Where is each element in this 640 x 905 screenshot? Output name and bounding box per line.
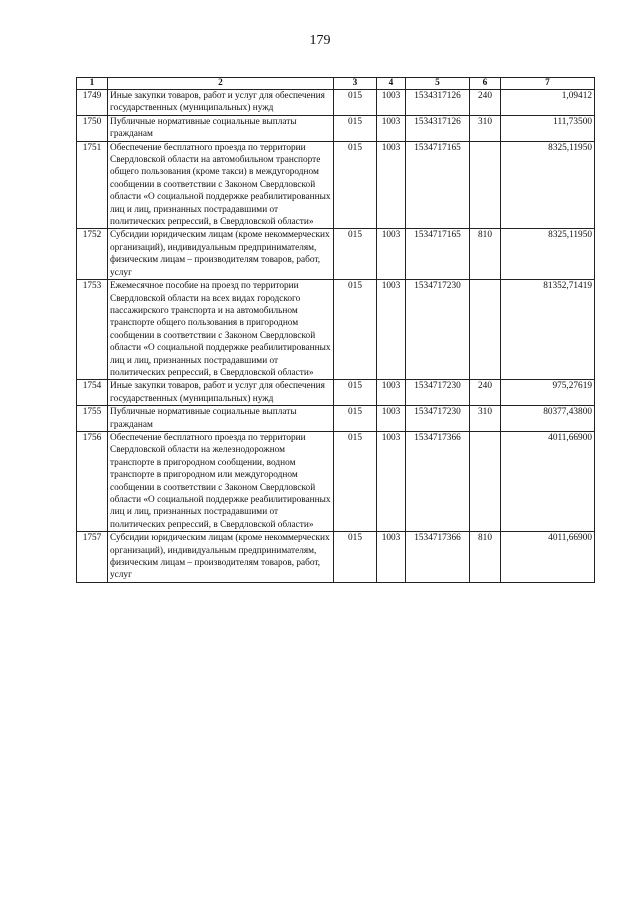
- table-row: [77, 532, 595, 583]
- expense-type-code: 810: [470, 229, 501, 280]
- ministry-code: 015: [334, 431, 377, 531]
- section-code: 1003: [377, 280, 406, 380]
- ministry-code: 015: [334, 380, 377, 406]
- table-row: [77, 431, 595, 531]
- column-header: 3: [334, 78, 377, 90]
- ministry-code: 015: [334, 280, 377, 380]
- ministry-code: 015: [334, 141, 377, 229]
- target-code: 1534717230: [406, 280, 470, 380]
- row-number: 1749: [77, 90, 108, 116]
- row-sum: 975,27619: [501, 380, 595, 406]
- table-row: [77, 141, 595, 229]
- expense-type-code: 810: [470, 532, 501, 583]
- page-number: 179: [309, 33, 331, 48]
- row-sum: 8325,11950: [501, 141, 595, 229]
- row-number: 1752: [77, 229, 108, 280]
- ministry-code: 015: [334, 229, 377, 280]
- table-row: [77, 380, 595, 406]
- row-sum: 1,09412: [501, 90, 595, 116]
- target-code: 1534717366: [406, 431, 470, 531]
- row-number: 1750: [77, 115, 108, 141]
- row-number: 1756: [77, 431, 108, 531]
- row-name: Иные закупки товаров, работ и услуг для обеспечения государственных (муниципальных) нужд: [108, 90, 334, 116]
- column-header: 4: [377, 78, 406, 90]
- row-name: Ежемесячное пособие на проезд по территории Свердловской области на всех видах городского пассажирского транспорта и на автомобильном транспорте общего пользования в пригородном сообщении в соответствии с Законом Свердловской области «О социальной поддержке реабилитированных лиц и лиц, признанных пострадавшими от политических репрессий, в Свердловской области»: [108, 280, 334, 380]
- expense-type-code: 310: [470, 406, 501, 432]
- target-code: 1534717366: [406, 532, 470, 583]
- ministry-code: 015: [334, 406, 377, 432]
- target-code: 1534717165: [406, 229, 470, 280]
- column-header: 7: [501, 78, 595, 90]
- section-code: 1003: [377, 431, 406, 531]
- row-sum: 81352,71419: [501, 280, 595, 380]
- target-code: 1534717230: [406, 380, 470, 406]
- table-row: [77, 280, 595, 380]
- table-row: [77, 406, 595, 432]
- section-code: 1003: [377, 229, 406, 280]
- row-name: Субсидии юридическим лицам (кроме некоммерческих организаций), индивидуальным предпринимателям, физическим лицам – производителям товаров, работ, услуг: [108, 229, 334, 280]
- table-row: [77, 229, 595, 280]
- expense-type-code: 240: [470, 380, 501, 406]
- column-header: 5: [406, 78, 470, 90]
- ministry-code: 015: [334, 115, 377, 141]
- section-code: 1003: [377, 406, 406, 432]
- column-header: 1: [77, 78, 108, 90]
- row-number: 1754: [77, 380, 108, 406]
- section-code: 1003: [377, 90, 406, 116]
- expense-type-code: 240: [470, 90, 501, 116]
- table-row: [77, 115, 595, 141]
- row-sum: 111,73500: [501, 115, 595, 141]
- row-number: 1753: [77, 280, 108, 380]
- row-number: 1757: [77, 532, 108, 583]
- row-sum: 8325,11950: [501, 229, 595, 280]
- column-header: 2: [108, 78, 334, 90]
- ministry-code: 015: [334, 532, 377, 583]
- row-name: Иные закупки товаров, работ и услуг для обеспечения государственных (муниципальных) нужд: [108, 380, 334, 406]
- column-header: 6: [470, 78, 501, 90]
- expense-type-code: 310: [470, 115, 501, 141]
- row-sum: 80377,43800: [501, 406, 595, 432]
- header-row: [77, 78, 595, 90]
- expense-type-code: [470, 431, 501, 531]
- target-code: 1534717165: [406, 141, 470, 229]
- section-code: 1003: [377, 380, 406, 406]
- section-code: 1003: [377, 115, 406, 141]
- expense-type-code: [470, 141, 501, 229]
- row-number: 1755: [77, 406, 108, 432]
- target-code: 1534717230: [406, 406, 470, 432]
- row-name: Обеспечение бесплатного проезда по территории Свердловской области на автомобильном транспорте общего пользования (кроме такси) в междугородном сообщении в соответствии с Законом Свердловской области «О социальной поддержке реабилитированных лиц и лиц, признанных пострадавшими от политических репрессий, в Свердловской области»: [108, 141, 334, 229]
- row-name: Публичные нормативные социальные выплаты гражданам: [108, 406, 334, 432]
- target-code: 1534317126: [406, 90, 470, 116]
- budget-table: [76, 77, 595, 583]
- row-name: Публичные нормативные социальные выплаты гражданам: [108, 115, 334, 141]
- section-code: 1003: [377, 532, 406, 583]
- row-name: Обеспечение бесплатного проезда по территории Свердловской области на железнодорожном транспорте в пригородном сообщении, водном транспорте в пригородном или междугородном сообщении в соответствии с Законом Свердловской области «О социальной поддержке реабилитированных лиц и лиц, признанных пострадавшими от политических репрессий, в Свердловской области»: [108, 431, 334, 531]
- section-code: 1003: [377, 141, 406, 229]
- row-name: Субсидии юридическим лицам (кроме некоммерческих организаций), индивидуальным предпринимателям, физическим лицам – производителям товаров, работ, услуг: [108, 532, 334, 583]
- table-row: [77, 90, 595, 116]
- target-code: 1534317126: [406, 115, 470, 141]
- row-sum: 4011,66900: [501, 532, 595, 583]
- row-number: 1751: [77, 141, 108, 229]
- expense-type-code: [470, 280, 501, 380]
- ministry-code: 015: [334, 90, 377, 116]
- row-sum: 4011,66900: [501, 431, 595, 531]
